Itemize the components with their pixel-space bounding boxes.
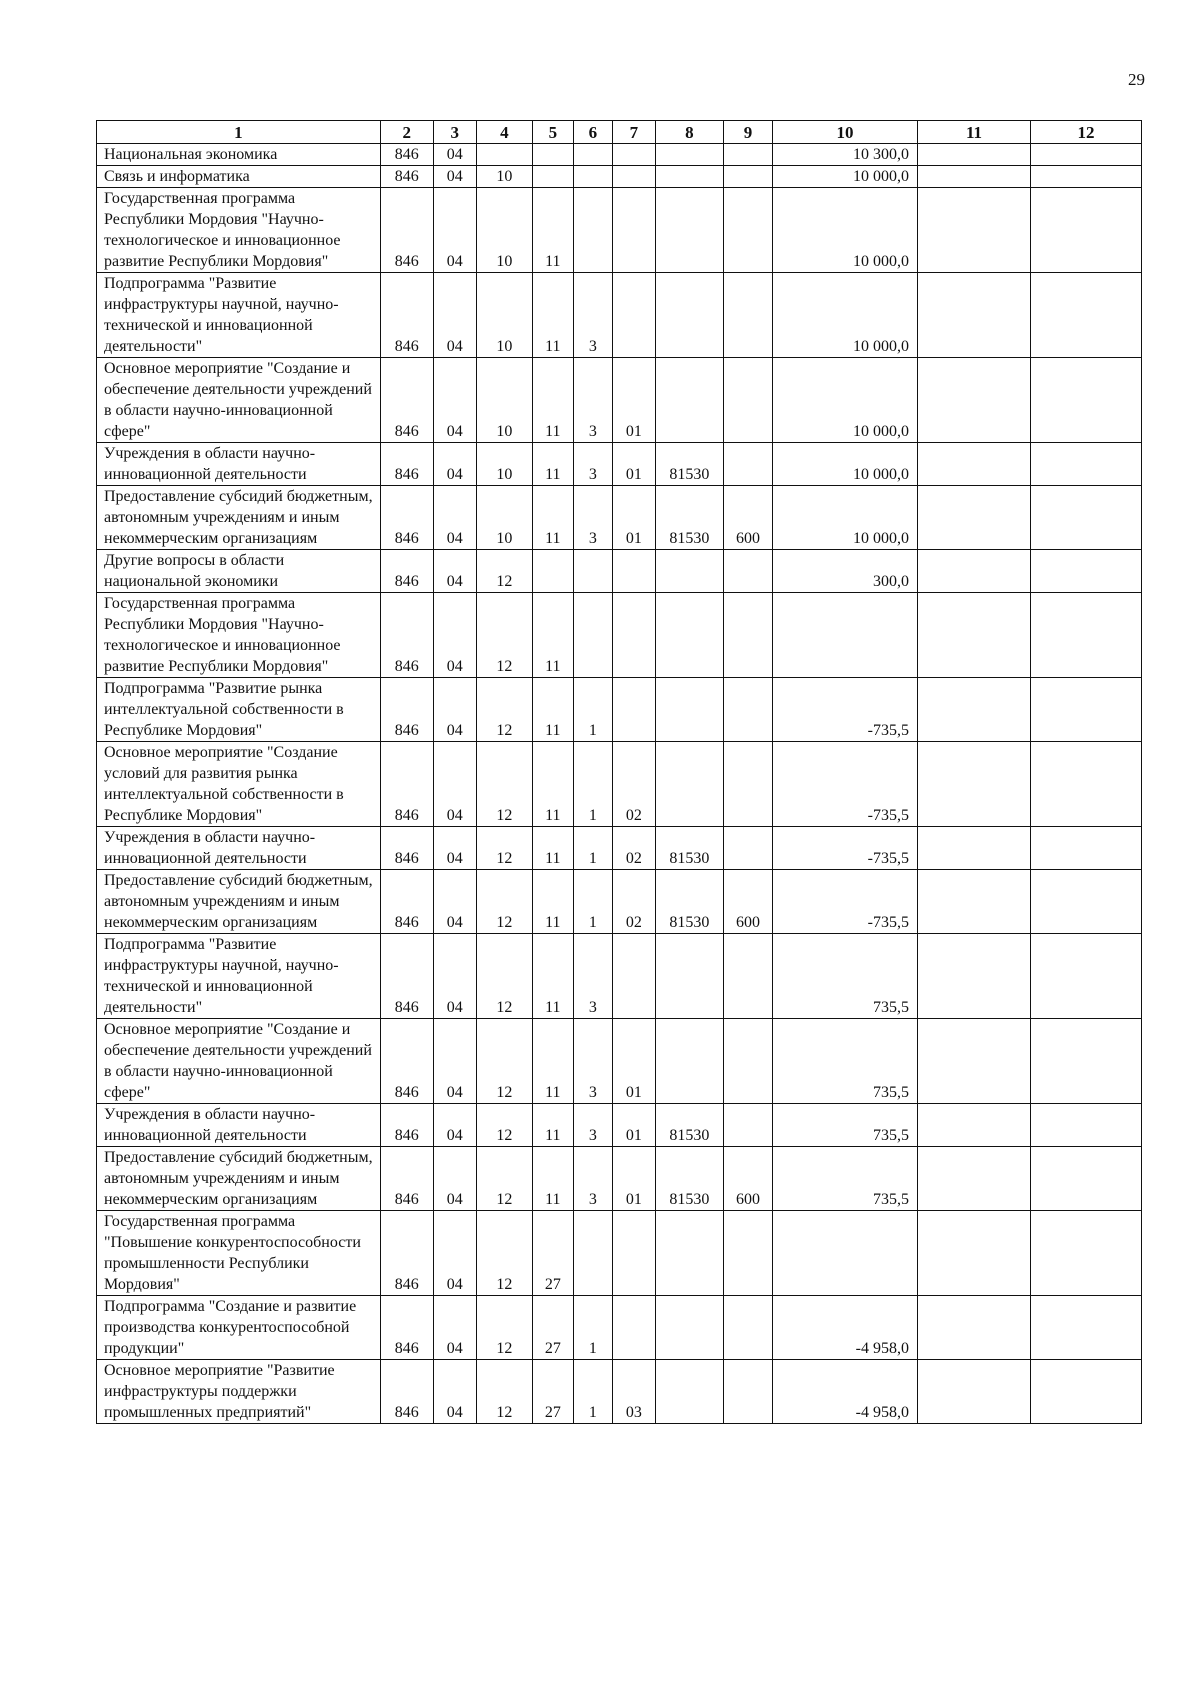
code-cell: 846 — [380, 742, 433, 827]
program-cell: 11 — [533, 827, 574, 870]
direction-cell — [655, 742, 723, 827]
amount-cell: 10 000,0 — [772, 273, 917, 358]
event-cell: 01 — [613, 1019, 656, 1104]
table-row — [97, 1147, 1142, 1211]
code-cell: 846 — [380, 550, 433, 593]
header-row — [97, 121, 1142, 144]
section-cell: 10 — [476, 486, 533, 550]
chapter-cell: 04 — [433, 827, 476, 870]
item-name-cell: Подпрограмма "Развитие рынка интеллектуальной собственности в Республике Мордовия" — [97, 678, 381, 742]
col12-cell — [1031, 358, 1142, 443]
section-cell: 10 — [476, 273, 533, 358]
chapter-cell: 04 — [433, 678, 476, 742]
table-header — [97, 121, 1142, 144]
event-cell — [613, 1296, 656, 1360]
item-name-cell: Подпрограмма "Развитие инфраструктуры научной, научно-технической и инновационной деятельности" — [97, 273, 381, 358]
col12-cell — [1031, 166, 1142, 188]
amount-cell: -735,5 — [772, 742, 917, 827]
subprogram-cell: 1 — [573, 1360, 612, 1424]
table-row — [97, 1104, 1142, 1147]
column-header: 12 — [1031, 121, 1142, 144]
program-cell — [533, 550, 574, 593]
event-cell: 01 — [613, 1104, 656, 1147]
table-body — [97, 144, 1142, 1424]
col11-cell — [918, 188, 1031, 273]
item-name-cell: Учреждения в области научно-инновационной деятельности — [97, 1104, 381, 1147]
item-name-cell: Основное мероприятие "Создание и обеспечение деятельности учреждений в области научно-инновационной сфере" — [97, 358, 381, 443]
code-cell: 846 — [380, 678, 433, 742]
subprogram-cell: 3 — [573, 443, 612, 486]
direction-cell — [655, 166, 723, 188]
chapter-cell: 04 — [433, 593, 476, 678]
event-cell — [613, 166, 656, 188]
chapter-cell: 04 — [433, 1211, 476, 1296]
col11-cell — [918, 827, 1031, 870]
code-cell: 846 — [380, 1147, 433, 1211]
section-cell: 12 — [476, 827, 533, 870]
item-name-cell: Подпрограмма "Создание и развитие производства конкурентоспособной продукции" — [97, 1296, 381, 1360]
col12-cell — [1031, 273, 1142, 358]
direction-cell — [655, 550, 723, 593]
direction-cell — [655, 144, 723, 166]
table-row — [97, 358, 1142, 443]
program-cell: 11 — [533, 742, 574, 827]
program-cell — [533, 166, 574, 188]
program-cell: 11 — [533, 1104, 574, 1147]
program-cell: 27 — [533, 1296, 574, 1360]
column-header: 5 — [533, 121, 574, 144]
column-header: 9 — [723, 121, 772, 144]
column-header: 11 — [918, 121, 1031, 144]
col12-cell — [1031, 934, 1142, 1019]
program-cell: 11 — [533, 188, 574, 273]
code-cell: 846 — [380, 934, 433, 1019]
subprogram-cell: 3 — [573, 358, 612, 443]
chapter-cell: 04 — [433, 742, 476, 827]
program-cell: 11 — [533, 678, 574, 742]
chapter-cell: 04 — [433, 443, 476, 486]
expense-type-cell — [723, 827, 772, 870]
event-cell: 01 — [613, 1147, 656, 1211]
direction-cell: 81530 — [655, 827, 723, 870]
code-cell: 846 — [380, 1360, 433, 1424]
col12-cell — [1031, 144, 1142, 166]
table-row — [97, 443, 1142, 486]
amount-cell: -735,5 — [772, 678, 917, 742]
column-header: 3 — [433, 121, 476, 144]
subprogram-cell: 1 — [573, 1296, 612, 1360]
chapter-cell: 04 — [433, 1296, 476, 1360]
code-cell: 846 — [380, 358, 433, 443]
col11-cell — [918, 1104, 1031, 1147]
table-row — [97, 273, 1142, 358]
section-cell: 12 — [476, 870, 533, 934]
col12-cell — [1031, 593, 1142, 678]
expense-type-cell: 600 — [723, 486, 772, 550]
program-cell: 11 — [533, 273, 574, 358]
direction-cell — [655, 934, 723, 1019]
col11-cell — [918, 593, 1031, 678]
table-row — [97, 678, 1142, 742]
item-name-cell: Связь и информатика — [97, 166, 381, 188]
col11-cell — [918, 358, 1031, 443]
program-cell — [533, 144, 574, 166]
subprogram-cell — [573, 550, 612, 593]
section-cell: 12 — [476, 1104, 533, 1147]
expense-type-cell — [723, 188, 772, 273]
code-cell: 846 — [380, 1296, 433, 1360]
program-cell: 11 — [533, 1147, 574, 1211]
column-header: 2 — [380, 121, 433, 144]
amount-cell: -4 958,0 — [772, 1360, 917, 1424]
expense-type-cell — [723, 1360, 772, 1424]
subprogram-cell: 1 — [573, 827, 612, 870]
subprogram-cell: 3 — [573, 273, 612, 358]
item-name-cell: Подпрограмма "Развитие инфраструктуры научной, научно-технической и инновационной деятельности" — [97, 934, 381, 1019]
code-cell: 846 — [380, 1019, 433, 1104]
table-row — [97, 1296, 1142, 1360]
amount-cell: 10 300,0 — [772, 144, 917, 166]
column-header: 6 — [573, 121, 612, 144]
table-row — [97, 1360, 1142, 1424]
program-cell: 11 — [533, 1019, 574, 1104]
table-row — [97, 1019, 1142, 1104]
amount-cell: 300,0 — [772, 550, 917, 593]
code-cell: 846 — [380, 443, 433, 486]
section-cell: 12 — [476, 678, 533, 742]
subprogram-cell: 3 — [573, 1147, 612, 1211]
program-cell: 11 — [533, 486, 574, 550]
table-row — [97, 827, 1142, 870]
col11-cell — [918, 144, 1031, 166]
section-cell: 12 — [476, 1211, 533, 1296]
item-name-cell: Предоставление субсидий бюджетным, автономным учреждениям и иным некоммерческим организациям — [97, 870, 381, 934]
col12-cell — [1031, 486, 1142, 550]
column-header: 1 — [97, 121, 381, 144]
col11-cell — [918, 1211, 1031, 1296]
col11-cell — [918, 550, 1031, 593]
amount-cell: -735,5 — [772, 827, 917, 870]
section-cell: 12 — [476, 1147, 533, 1211]
event-cell: 03 — [613, 1360, 656, 1424]
expense-type-cell — [723, 934, 772, 1019]
event-cell: 01 — [613, 443, 656, 486]
direction-cell — [655, 593, 723, 678]
direction-cell — [655, 1019, 723, 1104]
item-name-cell: Основное мероприятие "Создание условий для развития рынка интеллектуальной собственности в Республике Мордовия" — [97, 742, 381, 827]
column-header: 8 — [655, 121, 723, 144]
amount-cell: 10 000,0 — [772, 443, 917, 486]
program-cell: 11 — [533, 934, 574, 1019]
event-cell: 02 — [613, 870, 656, 934]
event-cell — [613, 593, 656, 678]
item-name-cell: Предоставление субсидий бюджетным, автономным учреждениям и иным некоммерческим организациям — [97, 1147, 381, 1211]
event-cell — [613, 934, 656, 1019]
section-cell: 10 — [476, 358, 533, 443]
amount-cell: 735,5 — [772, 934, 917, 1019]
item-name-cell: Государственная программа "Повышение конкурентоспособности промышленности Республики Мордовия" — [97, 1211, 381, 1296]
subprogram-cell: 3 — [573, 1019, 612, 1104]
col12-cell — [1031, 1147, 1142, 1211]
chapter-cell: 04 — [433, 188, 476, 273]
program-cell: 11 — [533, 870, 574, 934]
expense-type-cell — [723, 550, 772, 593]
col12-cell — [1031, 1211, 1142, 1296]
table-row — [97, 742, 1142, 827]
amount-cell — [772, 1211, 917, 1296]
expense-type-cell: 600 — [723, 1147, 772, 1211]
col12-cell — [1031, 188, 1142, 273]
chapter-cell: 04 — [433, 934, 476, 1019]
section-cell: 12 — [476, 1019, 533, 1104]
amount-cell: 10 000,0 — [772, 486, 917, 550]
subprogram-cell — [573, 593, 612, 678]
chapter-cell: 04 — [433, 1104, 476, 1147]
col12-cell — [1031, 1360, 1142, 1424]
direction-cell — [655, 678, 723, 742]
code-cell: 846 — [380, 1211, 433, 1296]
amount-cell: 10 000,0 — [772, 358, 917, 443]
chapter-cell: 04 — [433, 870, 476, 934]
direction-cell — [655, 1211, 723, 1296]
code-cell: 846 — [380, 144, 433, 166]
amount-cell — [772, 593, 917, 678]
subprogram-cell: 3 — [573, 486, 612, 550]
section-cell: 12 — [476, 742, 533, 827]
code-cell: 846 — [380, 827, 433, 870]
subprogram-cell: 3 — [573, 934, 612, 1019]
amount-cell: 10 000,0 — [772, 188, 917, 273]
event-cell — [613, 678, 656, 742]
direction-cell — [655, 1360, 723, 1424]
chapter-cell: 04 — [433, 358, 476, 443]
col11-cell — [918, 166, 1031, 188]
table-row — [97, 166, 1142, 188]
subprogram-cell — [573, 144, 612, 166]
expense-type-cell — [723, 273, 772, 358]
subprogram-cell — [573, 1211, 612, 1296]
event-cell — [613, 144, 656, 166]
item-name-cell: Учреждения в области научно-инновационной деятельности — [97, 827, 381, 870]
col12-cell — [1031, 1296, 1142, 1360]
col11-cell — [918, 273, 1031, 358]
expense-type-cell — [723, 1019, 772, 1104]
chapter-cell: 04 — [433, 1360, 476, 1424]
col12-cell — [1031, 550, 1142, 593]
expense-type-cell — [723, 678, 772, 742]
budget-table — [96, 120, 1142, 1424]
col12-cell — [1031, 678, 1142, 742]
event-cell: 01 — [613, 358, 656, 443]
code-cell: 846 — [380, 166, 433, 188]
table-row — [97, 550, 1142, 593]
code-cell: 846 — [380, 1104, 433, 1147]
direction-cell: 81530 — [655, 443, 723, 486]
section-cell: 12 — [476, 1360, 533, 1424]
amount-cell: 735,5 — [772, 1147, 917, 1211]
direction-cell — [655, 1296, 723, 1360]
section-cell: 10 — [476, 443, 533, 486]
section-cell — [476, 144, 533, 166]
col11-cell — [918, 486, 1031, 550]
column-header: 7 — [613, 121, 656, 144]
program-cell: 11 — [533, 358, 574, 443]
chapter-cell: 04 — [433, 1019, 476, 1104]
section-cell: 12 — [476, 934, 533, 1019]
code-cell: 846 — [380, 870, 433, 934]
item-name-cell: Национальная экономика — [97, 144, 381, 166]
program-cell: 27 — [533, 1360, 574, 1424]
col11-cell — [918, 742, 1031, 827]
col12-cell — [1031, 870, 1142, 934]
direction-cell: 81530 — [655, 486, 723, 550]
amount-cell: 10 000,0 — [772, 166, 917, 188]
subprogram-cell — [573, 188, 612, 273]
subprogram-cell: 3 — [573, 1104, 612, 1147]
table-row — [97, 870, 1142, 934]
column-header: 4 — [476, 121, 533, 144]
program-cell: 27 — [533, 1211, 574, 1296]
col11-cell — [918, 1019, 1031, 1104]
direction-cell — [655, 358, 723, 443]
expense-type-cell — [723, 742, 772, 827]
code-cell: 846 — [380, 486, 433, 550]
event-cell — [613, 188, 656, 273]
amount-cell: -735,5 — [772, 870, 917, 934]
expense-type-cell — [723, 443, 772, 486]
col11-cell — [918, 1147, 1031, 1211]
expense-type-cell — [723, 593, 772, 678]
expense-type-cell — [723, 1296, 772, 1360]
col12-cell — [1031, 1104, 1142, 1147]
col11-cell — [918, 934, 1031, 1019]
item-name-cell: Государственная программа Республики Мордовия "Научно-технологическое и инновационное развитие Республики Мордовия" — [97, 188, 381, 273]
direction-cell — [655, 273, 723, 358]
chapter-cell: 04 — [433, 486, 476, 550]
subprogram-cell — [573, 166, 612, 188]
item-name-cell: Основное мероприятие "Создание и обеспечение деятельности учреждений в области научно-инновационной сфере" — [97, 1019, 381, 1104]
item-name-cell: Учреждения в области научно-инновационной деятельности — [97, 443, 381, 486]
expense-type-cell — [723, 358, 772, 443]
section-cell: 12 — [476, 593, 533, 678]
item-name-cell: Государственная программа Республики Мордовия "Научно-технологическое и инновационное развитие Республики Мордовия" — [97, 593, 381, 678]
direction-cell: 81530 — [655, 870, 723, 934]
code-cell: 846 — [380, 188, 433, 273]
table-row — [97, 486, 1142, 550]
table-row — [97, 934, 1142, 1019]
subprogram-cell: 1 — [573, 678, 612, 742]
section-cell: 12 — [476, 1296, 533, 1360]
program-cell: 11 — [533, 593, 574, 678]
chapter-cell: 04 — [433, 144, 476, 166]
direction-cell: 81530 — [655, 1147, 723, 1211]
item-name-cell: Другие вопросы в области национальной экономики — [97, 550, 381, 593]
event-cell — [613, 273, 656, 358]
col12-cell — [1031, 1019, 1142, 1104]
direction-cell: 81530 — [655, 1104, 723, 1147]
amount-cell: 735,5 — [772, 1019, 917, 1104]
section-cell: 10 — [476, 188, 533, 273]
chapter-cell: 04 — [433, 1147, 476, 1211]
page-number: 29 — [1128, 70, 1145, 89]
amount-cell: -4 958,0 — [772, 1296, 917, 1360]
program-cell: 11 — [533, 443, 574, 486]
event-cell — [613, 550, 656, 593]
code-cell: 846 — [380, 593, 433, 678]
event-cell — [613, 1211, 656, 1296]
event-cell: 02 — [613, 827, 656, 870]
expense-type-cell — [723, 166, 772, 188]
col12-cell — [1031, 827, 1142, 870]
col12-cell — [1031, 443, 1142, 486]
chapter-cell: 04 — [433, 550, 476, 593]
table-row — [97, 188, 1142, 273]
table-row — [97, 1211, 1142, 1296]
col11-cell — [918, 443, 1031, 486]
expense-type-cell — [723, 144, 772, 166]
amount-cell: 735,5 — [772, 1104, 917, 1147]
subprogram-cell: 1 — [573, 870, 612, 934]
item-name-cell: Основное мероприятие "Развитие инфраструктуры поддержки промышленных предприятий" — [97, 1360, 381, 1424]
col11-cell — [918, 1360, 1031, 1424]
event-cell: 02 — [613, 742, 656, 827]
chapter-cell: 04 — [433, 273, 476, 358]
subprogram-cell: 1 — [573, 742, 612, 827]
col11-cell — [918, 870, 1031, 934]
event-cell: 01 — [613, 486, 656, 550]
table-row — [97, 144, 1142, 166]
code-cell: 846 — [380, 273, 433, 358]
col11-cell — [918, 1296, 1031, 1360]
direction-cell — [655, 188, 723, 273]
table-row — [97, 593, 1142, 678]
item-name-cell: Предоставление субсидий бюджетным, автономным учреждениям и иным некоммерческим организациям — [97, 486, 381, 550]
section-cell: 10 — [476, 166, 533, 188]
section-cell: 12 — [476, 550, 533, 593]
expense-type-cell — [723, 1104, 772, 1147]
column-header: 10 — [772, 121, 917, 144]
expense-type-cell: 600 — [723, 870, 772, 934]
col11-cell — [918, 678, 1031, 742]
col12-cell — [1031, 742, 1142, 827]
expense-type-cell — [723, 1211, 772, 1296]
chapter-cell: 04 — [433, 166, 476, 188]
